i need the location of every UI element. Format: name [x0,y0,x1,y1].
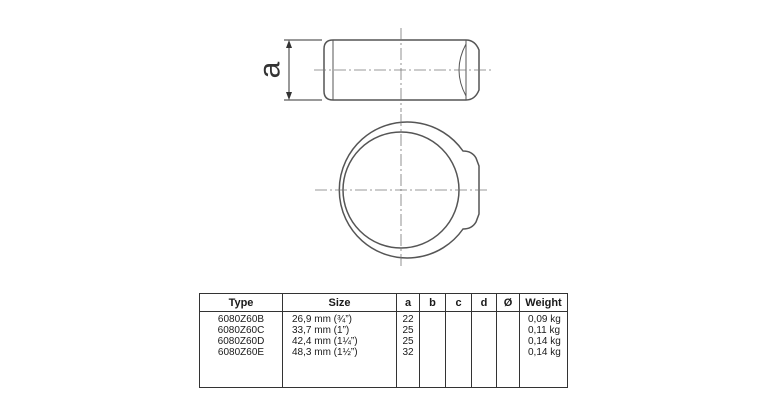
cell-weight: 0,14 kg [528,347,561,358]
header-b: b [420,294,445,312]
cell-weight: 0,09 kg [528,314,561,325]
cell-weight: 0,11 kg [528,325,561,336]
header-type: Type [200,294,282,312]
cell-a: 22 [402,314,414,325]
column-d [472,294,497,387]
cell-type: 6080Z60E [217,347,265,358]
dimension-arrow-bottom [286,92,292,100]
side-view [314,28,492,112]
header-c: c [446,294,471,312]
header-d: d [472,294,496,312]
header-weight: Weight [520,294,567,312]
cell-a: 32 [402,347,414,358]
cell-size: 26,9 mm (¾”) [292,314,353,325]
cell-size: 33,7 mm (1”) [292,325,350,336]
column-a [397,294,420,387]
cell-type: 6080Z60B [217,314,265,325]
column-type [200,294,283,387]
column-weight [520,294,567,387]
cell-size: 42,4 mm (1¼”) [292,336,358,347]
cell-a: 25 [402,336,414,347]
cell-type: 6080Z60C [217,325,265,336]
column-diameter [497,294,520,387]
header-size: Size [283,294,396,312]
header-diameter: Ø [497,294,519,312]
cell-a: 25 [402,325,414,336]
spec-table [199,293,568,388]
header-a: a [397,294,419,312]
column-c [446,294,472,387]
cell-size: 48,3 mm (1½”) [292,347,358,358]
cell-weight: 0,14 kg [528,336,561,347]
column-b [420,294,446,387]
dimension-arrow-top [286,40,292,48]
end-view [315,114,490,268]
cell-type: 6080Z60D [217,336,265,347]
column-size [283,294,397,387]
dimension-label-a: a [253,61,287,79]
